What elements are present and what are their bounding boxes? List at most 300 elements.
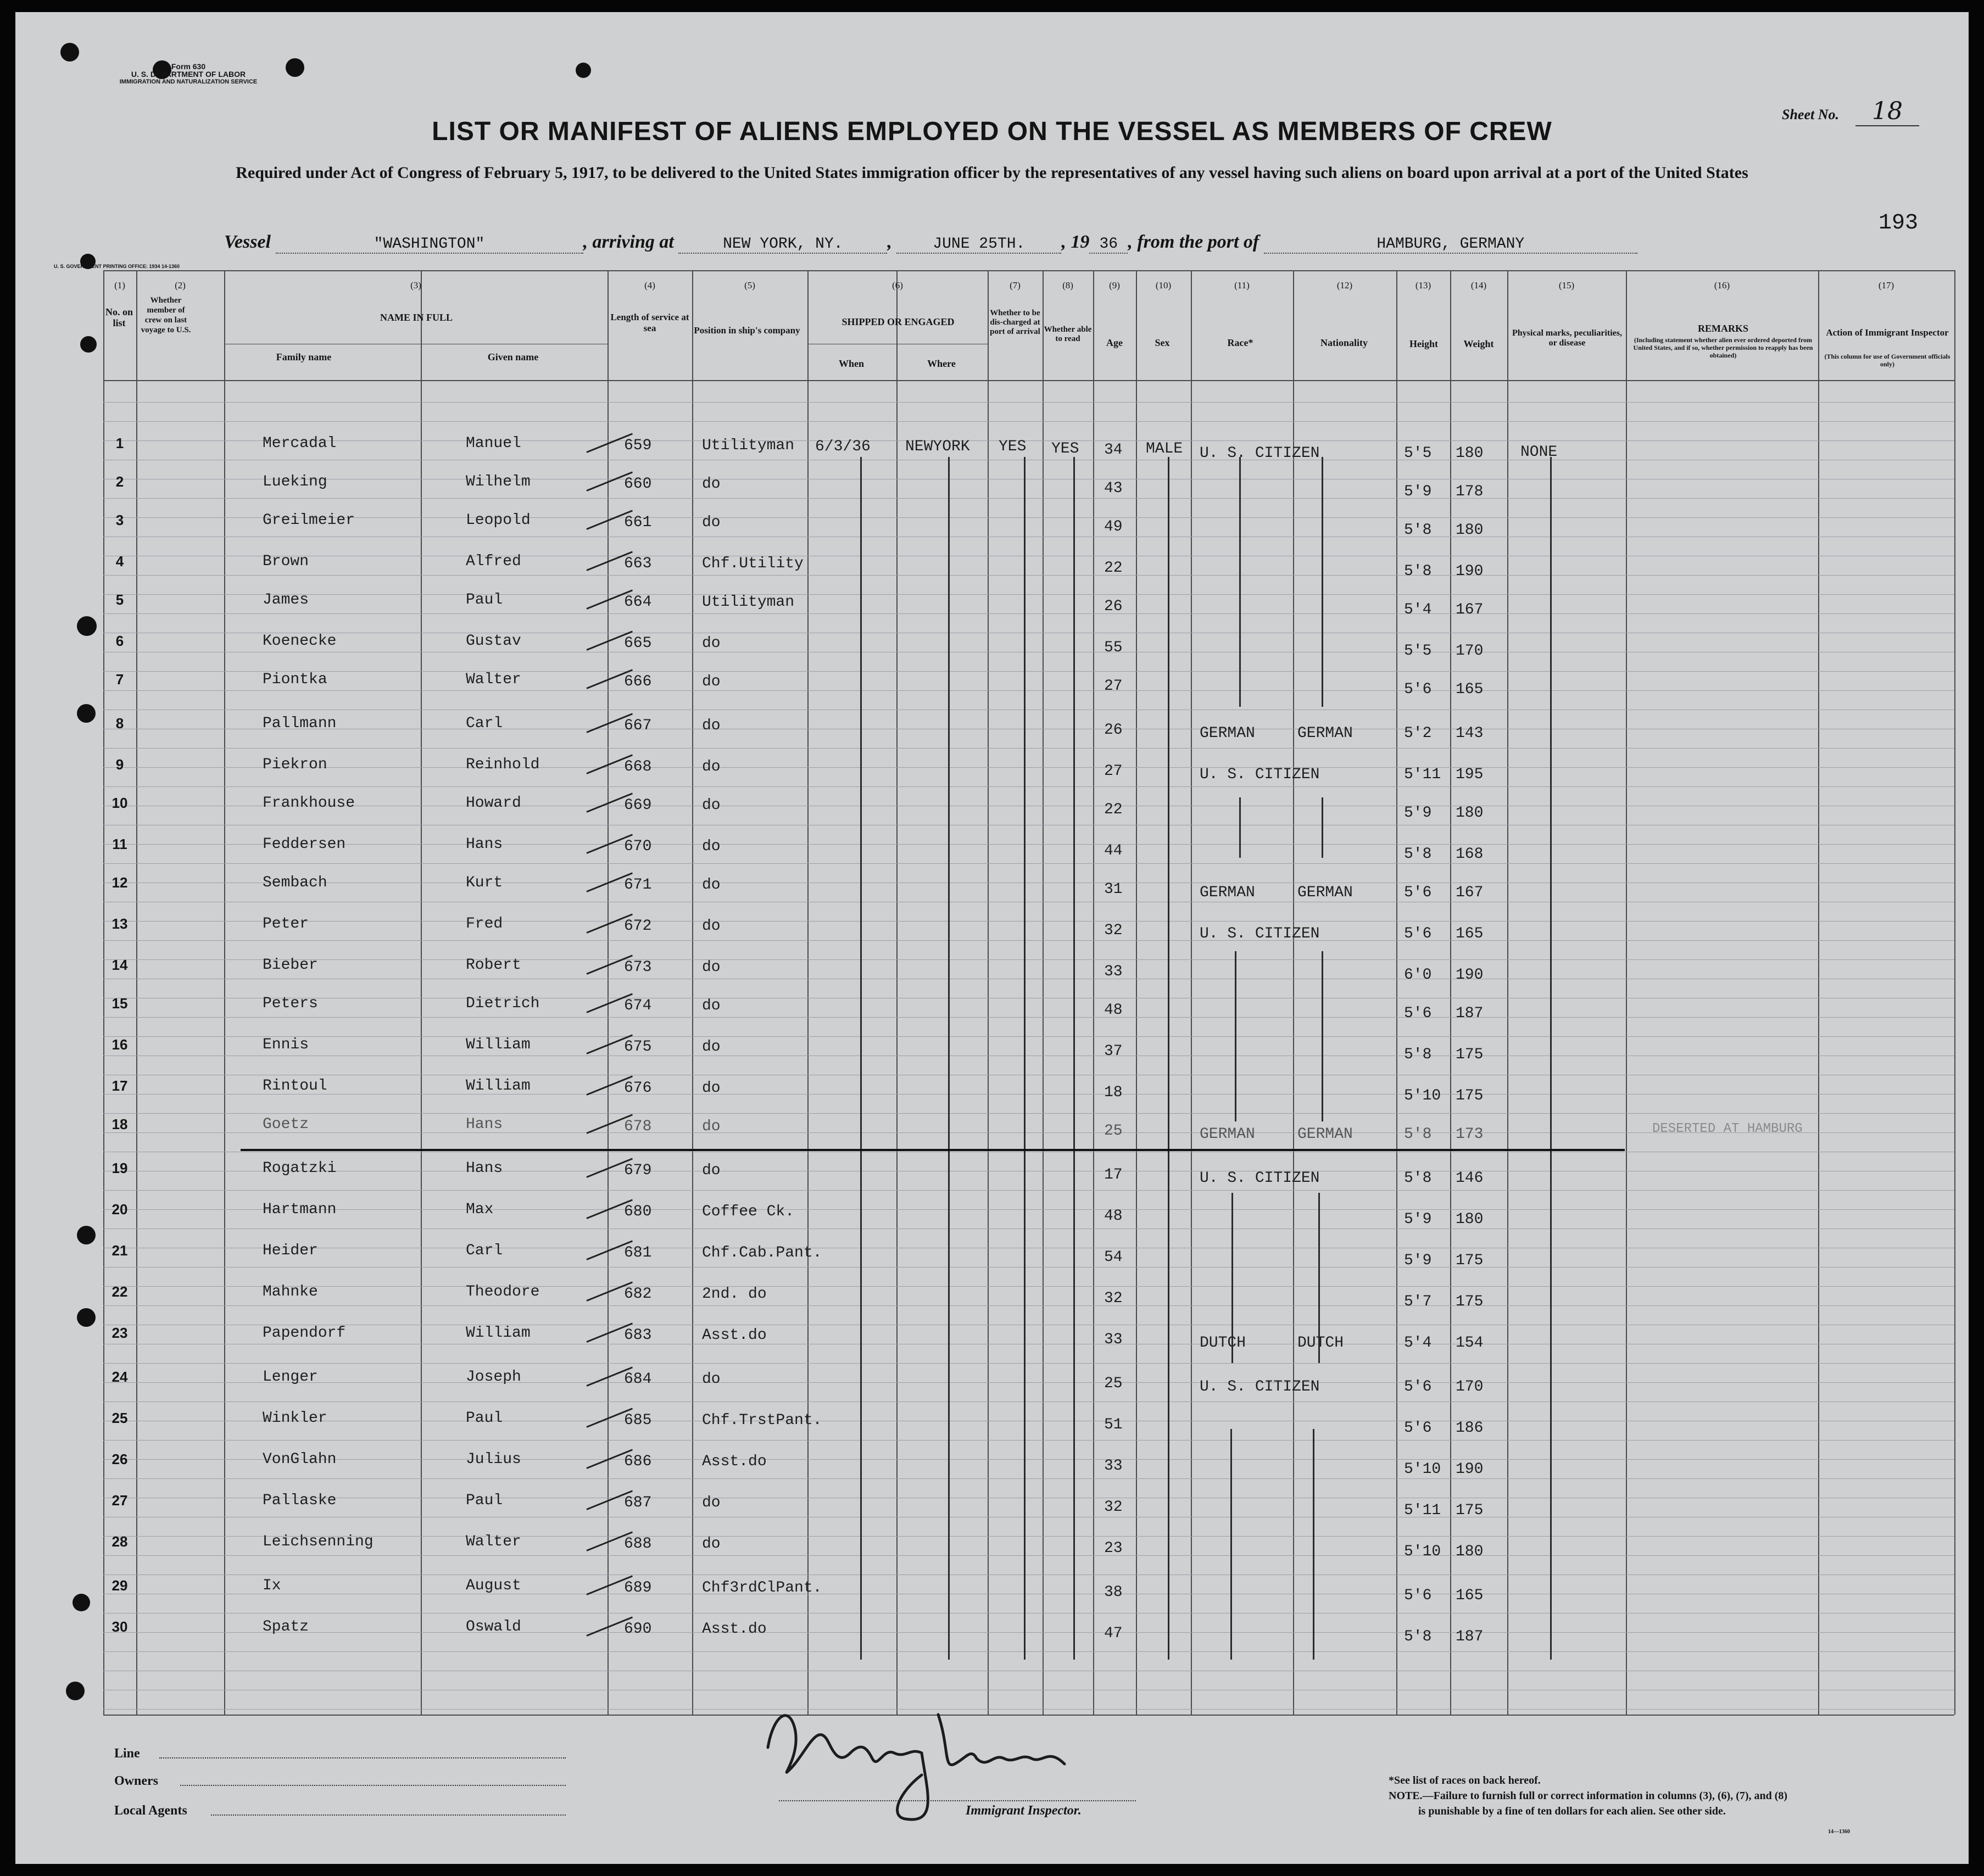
weight: 175 xyxy=(1456,1502,1484,1519)
form-code: 14—1360 xyxy=(1828,1829,1850,1835)
row-number: 4 xyxy=(115,553,124,570)
ruled-line xyxy=(103,767,1954,768)
row-number: 10 xyxy=(112,795,128,811)
weight: 195 xyxy=(1456,766,1484,783)
weight: 175 xyxy=(1456,1252,1484,1269)
age: 43 xyxy=(1104,480,1123,497)
ditto-line-nat-4 xyxy=(1318,1193,1320,1363)
length-of-service: 660 xyxy=(624,476,652,493)
ditto-line-nat-5 xyxy=(1313,1429,1314,1660)
ruled-line xyxy=(103,921,1954,922)
length-of-service: 661 xyxy=(624,514,652,531)
height: 6'0 xyxy=(1404,967,1432,984)
footer-owners-field xyxy=(180,1785,566,1786)
row-number: 27 xyxy=(112,1492,128,1509)
ruled-line xyxy=(103,1382,1954,1383)
family-name: Feddersen xyxy=(263,836,346,853)
weight: 167 xyxy=(1456,601,1484,618)
header-where: Where xyxy=(927,358,956,369)
length-of-service: 668 xyxy=(624,758,652,775)
ditto-line-sex xyxy=(1168,457,1169,1660)
age: 44 xyxy=(1104,842,1123,859)
header-height: Height xyxy=(1409,338,1438,349)
family-name: Koenecke xyxy=(263,633,337,650)
family-name: Brown xyxy=(263,553,309,570)
row-number: 20 xyxy=(112,1201,128,1218)
header-remarks: REMARKS xyxy=(1697,323,1748,334)
race: U. S. CITIZEN xyxy=(1200,445,1320,462)
to-be-discharged: YES xyxy=(999,438,1027,455)
height: 5'9 xyxy=(1404,805,1432,822)
position-in-company: do xyxy=(702,1494,721,1511)
position-in-company: do xyxy=(702,514,721,531)
ruled-line xyxy=(103,1286,1954,1287)
row-number: 5 xyxy=(115,591,124,608)
position-in-company: do xyxy=(702,1080,721,1097)
footer-line-field xyxy=(159,1757,566,1758)
document-subtitle: Required under Act of Congress of February 5, 1917, to be delivered to the United States immigration officer by the representatives of any vessel having such aliens on board upon arrival at a port of the United States xyxy=(236,164,1748,182)
ruled-line xyxy=(103,671,1954,672)
note-text-1: —Failure to furnish full or correct information in columns (3), (6), (7), and (8) xyxy=(1422,1790,1788,1802)
family-name: Ix xyxy=(263,1577,281,1594)
given-name: William xyxy=(466,1036,531,1053)
column-number: (17) xyxy=(1878,280,1894,291)
weight: 180 xyxy=(1456,805,1484,822)
row-number: 28 xyxy=(112,1533,128,1550)
height: 5'5 xyxy=(1404,643,1432,660)
row-number: 25 xyxy=(112,1410,128,1426)
length-of-service: 659 xyxy=(624,437,652,454)
row-number: 30 xyxy=(112,1618,128,1635)
header-remarks-note: (Including statement whether alien ever ordered deported from United States, and if so, whether permission to reapply has been obtained) xyxy=(1633,336,1813,359)
age: 27 xyxy=(1104,763,1123,780)
row-number: 13 xyxy=(112,915,128,932)
family-name: VonGlahn xyxy=(263,1451,337,1468)
column-number: (15) xyxy=(1558,280,1575,291)
given-name: Julius xyxy=(466,1451,521,1468)
age: 25 xyxy=(1104,1375,1123,1392)
age: 32 xyxy=(1104,1290,1123,1307)
document-title: LIST OR MANIFEST OF ALIENS EMPLOYED ON THE VESSEL AS MEMBERS OF CREW xyxy=(432,117,1552,146)
length-of-service: 671 xyxy=(624,876,652,894)
height: 5'10 xyxy=(1404,1087,1441,1104)
from-port-label: , from the port of xyxy=(1128,232,1259,252)
column-number: (13) xyxy=(1415,280,1431,291)
given-name: Gustav xyxy=(466,633,521,650)
given-name: Hans xyxy=(466,1160,503,1177)
family-name: Winkler xyxy=(263,1410,327,1427)
weight: 180 xyxy=(1456,522,1484,539)
length-of-service: 669 xyxy=(624,797,652,814)
length-of-service: 675 xyxy=(624,1038,652,1056)
family-name: Goetz xyxy=(263,1116,309,1133)
ruled-line xyxy=(103,1536,1954,1537)
ruled-line xyxy=(103,748,1954,749)
height: 5'10 xyxy=(1404,1543,1441,1560)
position-in-company: do xyxy=(702,1536,721,1553)
length-of-service: 689 xyxy=(624,1579,652,1596)
length-of-service: 665 xyxy=(624,635,652,652)
ditto-line-where xyxy=(948,457,950,1660)
position-in-company: Asst.do xyxy=(702,1621,767,1638)
height: 5'9 xyxy=(1404,483,1432,500)
height: 5'6 xyxy=(1404,1378,1432,1395)
given-name: August xyxy=(466,1577,521,1594)
height: 5'6 xyxy=(1404,1420,1432,1437)
height: 5'6 xyxy=(1404,925,1432,942)
given-name: Paul xyxy=(466,591,503,608)
length-of-service: 690 xyxy=(624,1621,652,1638)
position-in-company: do xyxy=(702,1162,721,1179)
race: U. S. CITIZEN xyxy=(1200,1170,1320,1187)
header-nationality: Nationality xyxy=(1320,337,1368,348)
length-of-service: 670 xyxy=(624,838,652,855)
ditto-line-race-4 xyxy=(1231,1193,1233,1363)
height: 5'5 xyxy=(1404,445,1432,462)
age: 22 xyxy=(1104,801,1123,818)
length-of-service: 676 xyxy=(624,1080,652,1097)
family-name: Peter xyxy=(263,915,309,933)
given-name: Walter xyxy=(466,671,521,688)
note-label: NOTE. xyxy=(1389,1790,1423,1802)
weight: 154 xyxy=(1456,1335,1484,1352)
family-name: Greilmeier xyxy=(263,512,355,529)
ditto-line-nat-1 xyxy=(1322,457,1323,707)
height: 5'11 xyxy=(1404,766,1441,783)
header-weight: Weight xyxy=(1463,338,1494,349)
family-name: Sembach xyxy=(263,874,327,891)
weight: 178 xyxy=(1456,483,1484,500)
header-no-on-list: No. on list xyxy=(105,306,133,328)
given-name: Alfred xyxy=(466,553,521,570)
column-number: (11) xyxy=(1234,280,1250,291)
length-of-service: 663 xyxy=(624,555,652,572)
inspector-signature-line xyxy=(779,1800,1136,1801)
weight: 187 xyxy=(1456,1628,1484,1645)
position-in-company: do xyxy=(702,997,721,1014)
manifest-sheet xyxy=(15,12,1969,1864)
given-name: William xyxy=(466,1325,531,1342)
header-given-name: Given name xyxy=(487,351,539,362)
ruled-line xyxy=(103,690,1954,691)
family-name: Spatz xyxy=(263,1618,309,1635)
binder-hole xyxy=(77,1308,96,1327)
row-number: 19 xyxy=(112,1160,128,1176)
age: 18 xyxy=(1104,1084,1123,1101)
family-name: Papendorf xyxy=(263,1325,346,1342)
header-action-note: (This column for use of Government officials only) xyxy=(1824,353,1950,368)
given-name: Joseph xyxy=(466,1369,521,1386)
nationality: GERMAN xyxy=(1297,1126,1353,1143)
ditto-line-race-3 xyxy=(1235,951,1236,1121)
length-of-service: 681 xyxy=(624,1244,652,1261)
age: 27 xyxy=(1104,678,1123,695)
length-of-service: 672 xyxy=(624,918,652,935)
family-name: Lenger xyxy=(263,1369,318,1386)
given-name: Wilhelm xyxy=(466,473,531,490)
height: 5'10 xyxy=(1404,1461,1441,1478)
column-number: (12) xyxy=(1336,280,1353,291)
weight: 175 xyxy=(1456,1087,1484,1104)
sheet-number-value: 18 xyxy=(1855,97,1919,126)
height: 5'9 xyxy=(1404,1252,1432,1269)
position-in-company: do xyxy=(702,918,721,935)
able-to-read: YES xyxy=(1051,440,1079,457)
row-number: 7 xyxy=(115,671,124,688)
position-in-company: do xyxy=(702,1371,721,1388)
given-name: Leopold xyxy=(466,512,531,529)
ruled-line xyxy=(103,844,1954,845)
binder-hole xyxy=(77,616,97,636)
table-border xyxy=(103,270,1954,271)
family-name: Rogatzki xyxy=(263,1160,337,1177)
row-number: 14 xyxy=(112,957,128,973)
weight: 180 xyxy=(1456,1543,1484,1560)
position-in-company: 2nd. do xyxy=(702,1286,767,1303)
position-in-company: Utilityman xyxy=(702,437,795,454)
weight: 187 xyxy=(1456,1005,1484,1022)
position-in-company: Chf.Cab.Pant. xyxy=(702,1244,822,1261)
length-of-service: 674 xyxy=(624,997,652,1014)
column-number: (14) xyxy=(1470,280,1487,291)
weight: 167 xyxy=(1456,884,1484,901)
row-number: 24 xyxy=(112,1369,128,1385)
family-name: Piontka xyxy=(263,671,327,688)
ruled-line xyxy=(103,1459,1954,1460)
ruled-line xyxy=(103,1632,1954,1633)
weight: 186 xyxy=(1456,1420,1484,1437)
age: 55 xyxy=(1104,639,1123,656)
binder-hole xyxy=(66,1682,85,1700)
row-number: 12 xyxy=(112,874,128,891)
ruled-line xyxy=(103,1478,1954,1479)
height: 5'6 xyxy=(1404,681,1432,698)
sheet-number-label: Sheet No. xyxy=(1782,107,1839,122)
family-name: Ennis xyxy=(263,1036,309,1053)
position-in-company: Asst.do xyxy=(702,1327,767,1344)
ruled-line xyxy=(103,613,1954,614)
remark: DESERTED AT HAMBURG xyxy=(1652,1121,1803,1136)
binder-hole xyxy=(77,704,96,723)
given-name: Carl xyxy=(466,715,503,732)
age: 49 xyxy=(1104,518,1123,535)
weight: 165 xyxy=(1456,1587,1484,1604)
ruled-line xyxy=(103,575,1954,576)
family-name: Pallmann xyxy=(263,715,337,732)
vessel-name: "WASHINGTON" xyxy=(276,236,583,254)
ditto-line-race-5 xyxy=(1230,1429,1232,1660)
column-number: (3) xyxy=(410,280,421,291)
weight: 146 xyxy=(1456,1170,1484,1187)
row-number: 15 xyxy=(112,995,128,1012)
weight: 190 xyxy=(1456,967,1484,984)
ruled-line xyxy=(103,959,1954,960)
row-number: 9 xyxy=(115,756,124,773)
ditto-line-discharged xyxy=(1024,457,1026,1660)
ruled-line xyxy=(103,594,1954,595)
binder-hole xyxy=(77,1226,96,1244)
age: 23 xyxy=(1104,1540,1123,1557)
shipped-where: NEWYORK xyxy=(905,438,970,455)
position-in-company: Coffee Ck. xyxy=(702,1203,795,1220)
position-in-company: Asst.do xyxy=(702,1453,767,1470)
given-name: Walter xyxy=(466,1533,521,1550)
ruled-line xyxy=(103,517,1954,518)
binder-hole xyxy=(286,58,304,77)
header-sex: Sex xyxy=(1155,337,1170,348)
given-name: Theodore xyxy=(466,1283,540,1300)
vessel-label: Vessel xyxy=(224,232,271,252)
header-shipped: SHIPPED OR ENGAGED xyxy=(841,316,955,327)
row-number: 6 xyxy=(115,633,124,649)
ruled-line xyxy=(103,421,1954,422)
row-number: 29 xyxy=(112,1577,128,1594)
family-name: Frankhouse xyxy=(263,795,355,812)
given-name: Hans xyxy=(466,1116,503,1133)
length-of-service: 673 xyxy=(624,959,652,976)
weight: 173 xyxy=(1456,1126,1484,1143)
row-18-strikethrough xyxy=(241,1149,1625,1151)
header-discharged: Whether to be dis-charged at port of arrival xyxy=(990,309,1040,336)
ruled-line xyxy=(103,1017,1954,1018)
position-in-company: do xyxy=(702,838,721,855)
column-number: (1) xyxy=(114,280,125,291)
position-in-company: do xyxy=(702,635,721,652)
footer-agents-label: Local Agents xyxy=(114,1804,187,1818)
age: 48 xyxy=(1104,1002,1123,1019)
length-of-service: 667 xyxy=(624,717,652,734)
length-of-service: 682 xyxy=(624,1286,652,1303)
given-name: Manuel xyxy=(466,435,521,452)
height: 5'7 xyxy=(1404,1293,1432,1310)
height: 5'4 xyxy=(1404,1335,1432,1352)
height: 5'8 xyxy=(1404,1126,1432,1143)
ruled-line xyxy=(103,1209,1954,1210)
age: 34 xyxy=(1104,442,1123,459)
crew-table xyxy=(103,270,1954,1715)
header-length-service: Length of service at sea xyxy=(610,312,689,333)
age: 26 xyxy=(1104,598,1123,615)
footer-agents-field xyxy=(211,1814,566,1816)
column-number: (2) xyxy=(175,280,186,291)
height: 5'8 xyxy=(1404,1170,1432,1187)
age: 48 xyxy=(1104,1208,1123,1225)
weight: 170 xyxy=(1456,643,1484,660)
length-of-service: 687 xyxy=(624,1494,652,1511)
column-number: (5) xyxy=(744,280,755,291)
ditto-line-race-1 xyxy=(1239,457,1241,707)
column-number: (8) xyxy=(1062,280,1073,291)
physical-marks: NONE xyxy=(1520,444,1558,461)
ruled-line xyxy=(103,1555,1954,1556)
race: U. S. CITIZEN xyxy=(1200,925,1320,942)
arrival-year: 36 xyxy=(1089,236,1128,254)
position-in-company: Chf3rdClPant. xyxy=(702,1579,822,1596)
length-of-service: 666 xyxy=(624,673,652,690)
header-race: Race* xyxy=(1227,337,1253,348)
length-of-service: 664 xyxy=(624,594,652,611)
header-age: Age xyxy=(1106,337,1123,348)
height: 5'9 xyxy=(1404,1211,1432,1228)
given-name: Reinhold xyxy=(466,756,540,773)
header-able-to-read: Whether able to read xyxy=(1044,325,1092,343)
length-of-service: 683 xyxy=(624,1327,652,1344)
column-number: (10) xyxy=(1155,280,1172,291)
row-number: 2 xyxy=(115,473,124,490)
table-border xyxy=(103,380,1954,381)
height: 5'2 xyxy=(1404,725,1432,742)
ruled-line xyxy=(103,863,1954,864)
row-number: 1 xyxy=(115,435,124,451)
header-name-in-full: NAME IN FULL xyxy=(380,312,453,323)
age: 17 xyxy=(1104,1166,1123,1183)
ditto-line-nat-2 xyxy=(1322,797,1323,858)
nationality: DUTCH xyxy=(1297,1335,1344,1352)
row-number: 18 xyxy=(112,1116,128,1132)
length-of-service: 685 xyxy=(624,1412,652,1429)
ruled-line xyxy=(103,1094,1954,1095)
length-of-service: 688 xyxy=(624,1536,652,1553)
position-in-company: do xyxy=(702,476,721,493)
family-name: Lueking xyxy=(263,473,327,490)
row-number: 22 xyxy=(112,1283,128,1300)
binder-hole xyxy=(576,63,591,78)
header-action: Action of Immigrant Inspector xyxy=(1826,327,1949,338)
weight: 190 xyxy=(1456,1461,1484,1478)
given-name: Robert xyxy=(466,957,521,974)
row-number: 8 xyxy=(115,715,124,732)
ruled-line xyxy=(103,940,1954,941)
year-prefix: , 19 xyxy=(1061,232,1090,252)
arrival-date: JUNE 25TH. xyxy=(896,236,1061,254)
race: U. S. CITIZEN xyxy=(1200,1378,1320,1395)
vessel-line: Vessel "WASHINGTON" , arriving at NEW YORK, NY. , JUNE 25TH. , 19 36 , from the port of HAMBURG, GERMANY xyxy=(224,232,1637,254)
given-name: Paul xyxy=(466,1492,503,1509)
age: 54 xyxy=(1104,1249,1123,1266)
weight: 180 xyxy=(1456,445,1484,462)
given-name: Hans xyxy=(466,836,503,853)
position-in-company: do xyxy=(702,717,721,734)
given-name: Howard xyxy=(466,795,521,812)
given-name: Carl xyxy=(466,1242,503,1259)
ruled-line xyxy=(103,1363,1954,1364)
nationality: GERMAN xyxy=(1297,725,1353,742)
family-name: Leichsenning xyxy=(263,1533,374,1550)
height: 5'8 xyxy=(1404,846,1432,863)
height: 5'11 xyxy=(1404,1502,1441,1519)
ruled-line xyxy=(103,440,1954,441)
age: 38 xyxy=(1104,1584,1123,1601)
given-name: Dietrich xyxy=(466,995,540,1012)
height: 5'8 xyxy=(1404,563,1432,580)
height: 5'8 xyxy=(1404,522,1432,539)
height: 5'6 xyxy=(1404,884,1432,901)
ruled-line xyxy=(103,1440,1954,1441)
position-in-company: do xyxy=(702,758,721,775)
length-of-service: 686 xyxy=(624,1453,652,1470)
shipped-when: 6/3/36 xyxy=(815,438,871,455)
family-name: Rintoul xyxy=(263,1077,327,1095)
form-header-block xyxy=(98,63,279,86)
age: 33 xyxy=(1104,963,1123,980)
weight: 190 xyxy=(1456,563,1484,580)
age: 25 xyxy=(1104,1123,1123,1140)
note-penalty xyxy=(1389,1788,1883,1819)
family-name: Piekron xyxy=(263,756,327,773)
row-number: 23 xyxy=(112,1325,128,1341)
family-name: James xyxy=(263,591,309,608)
ruled-line xyxy=(103,1036,1954,1037)
